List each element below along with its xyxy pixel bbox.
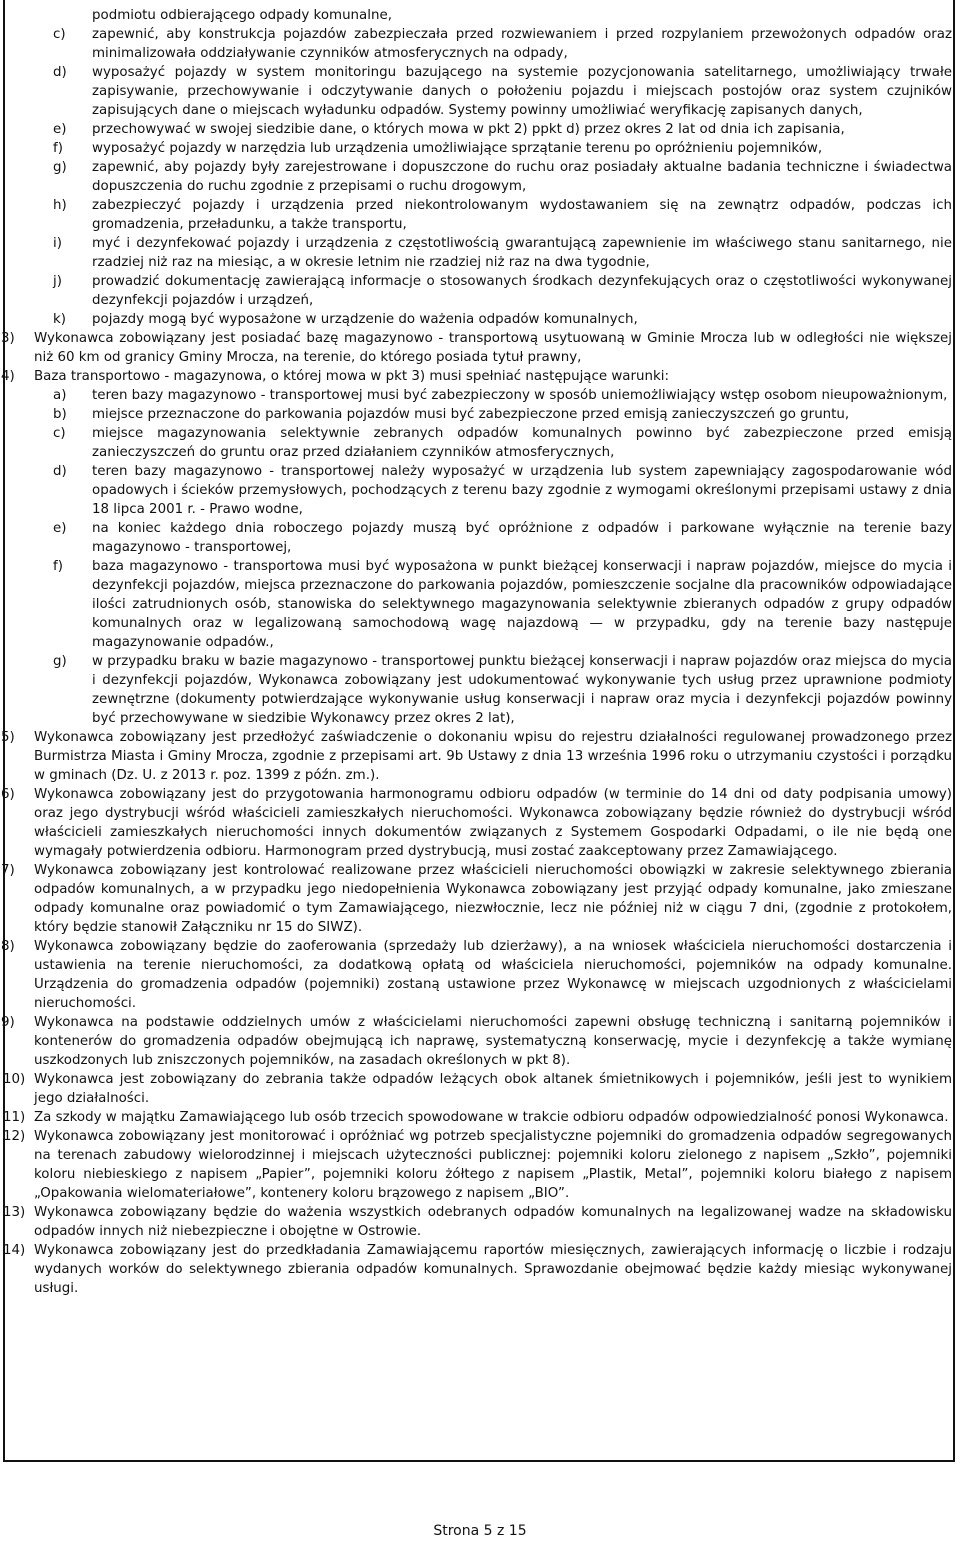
item-marker: 5) [1, 730, 15, 745]
item-marker: 9) [1, 1015, 15, 1030]
lettered-item [0, 652, 960, 728]
item-marker: g) [53, 160, 67, 175]
lettered-item [0, 25, 960, 63]
item-text: zapewnić, aby pojazdy były zarejestrowane i dopuszczone do ruchu oraz posiadały aktualne badania techniczne i świadectwa dopuszczenia do ruchu zgodnie z przepisami o ruchu drogowym, [92, 160, 952, 194]
numbered-item [0, 367, 960, 386]
numbered-item [0, 1127, 960, 1203]
item-text: Wykonawca na podstawie oddzielnych umów z właścicielami nieruchomości zapewni obsługę techniczną i sanitarną pojemników i kontenerów do gromadzenia odpadów obejmującą ich naprawę, systematyczną konserwację, mycie i dezynfekcję a także wymianę uszkodzonych lub zniszczonych pojemników, na zasadach określonych w pkt 8). [34, 1015, 952, 1068]
item-marker: 6) [1, 787, 15, 802]
item-text: Wykonawca zobowiązany będzie do ważenia wszystkich odebranych odpadów komunalnych na legalizowanej wadze na składowisku odpadów innych niż niebezpieczne i obojętne w Ostrowie. [34, 1205, 952, 1239]
numbered-item [0, 1108, 960, 1127]
item-text: Wykonawca zobowiązany jest posiadać bazę magazynowo - transportową usytuowaną w Gminie Mrocza lub w odległości nie większej niż 60 km od granicy Gminy Mrocza, na terenie, do którego posiada tytuł prawny, [34, 331, 952, 365]
item-marker: j) [53, 274, 62, 289]
item-text: Wykonawca zobowiązany jest do przedkładania Zamawiającemu raportów miesięcznych, zawierających informację o liczbie i rodzaju wydanych worków do selektywnego zbierania odpadów komunalnych. Sprawozdanie obejmować będzie każdy miesiąc wykonywanej usługi. [34, 1243, 952, 1296]
item-marker: g) [53, 654, 67, 669]
lettered-item [0, 557, 960, 652]
item-text: przechowywać w swojej siedzibie dane, o których mowa w pkt 2) ppkt d) przez okres 2 lat od dnia ich zapisania, [92, 122, 845, 137]
lettered-item [0, 158, 960, 196]
item-marker: 10) [3, 1072, 26, 1087]
item-marker: f) [53, 559, 63, 574]
lettered-item [0, 234, 960, 272]
item-marker: 8) [1, 939, 15, 954]
item-text: Baza transportowo - magazynowa, o której mowa w pkt 3) musi spełniać następujące warunki: [34, 369, 669, 384]
lettered-item [0, 462, 960, 519]
item-marker: 7) [1, 863, 15, 878]
item-text: Wykonawca zobowiązany jest do przygotowania harmonogramu odbioru odpadów (w terminie do 14 dni od daty podpisania umowy) oraz jego dystrybucji wśród właścicieli zamieszkałych nieruchomości. Wykonawca zobowiązany będzie również do dystrybucji wśród właścicieli zamieszkałych nieruchomości innych dokumentów związanych z Systemem Gospodarki Odpadami, o ile nie będą one wymagały potwierdzenia odbioru. Harmonogram przed dystrybucją, musi zostać zaakceptowany przez Zamawiającego. [34, 787, 952, 859]
item-text: prowadzić dokumentację zawierającą informacje o stosowanych środkach dezynfekujących oraz o częstotliwości wykonywanej dezynfekcji pojazdów i urządzeń, [92, 274, 952, 308]
item-text: w przypadku braku w bazie magazynowo - transportowej punktu bieżącej konserwacji i napraw pojazdów oraz miejsca do mycia i dezynfekcji pojazdów, Wykonawca zobowiązany jest udokumentować wykonywanie tych usług przez uprawnione podmioty zewnętrzne (dokumenty potwierdzające wykonywanie usług konserwacji i napraw oraz mycia i dezynfekcji pojazdów powinny być przechowywane w siedzibie Wykonawcy przez okres 2 lat), [92, 654, 952, 726]
item-text: Wykonawca zobowiązany jest przedłożyć zaświadczenie o dokonaniu wpisu do rejestru działalności regulowanej prowadzonego przez Burmistrza Miasta i Gminy Mrocza, zgodnie z przepisami art. 9b Ustawy z dnia 13 września 1996 roku o utrzymaniu czystości i porządku w gminach (Dz. U. z 2013 r. poz. 1399 z późn. zm.). [34, 730, 952, 783]
item-text: Wykonawca zobowiązany jest kontrolować realizowane przez właścicieli nieruchomości obowiązki w zakresie selektywnego zbierania odpadów komunalnych, a w przypadku jego niedopełnienia Wykonawca zobowiązany jest przyjąć odpady komunalne, jako zmieszane odpady komunalne oraz powiadomić o tym Zamawiającego, niezwłocznie, lecz nie później niż w ciągu 7 dni, (zgodnie z protokołem, który będzie stanowił Załączniku nr 15 do SIWZ). [34, 863, 952, 935]
lettered-item [0, 196, 960, 234]
item-marker: 13) [3, 1205, 26, 1220]
item-marker: i) [53, 236, 62, 251]
numbered-item [0, 937, 960, 1013]
numbered-item [0, 1070, 960, 1108]
lettered-item [0, 424, 960, 462]
item-marker: d) [53, 464, 67, 479]
item-marker: 14) [3, 1243, 26, 1258]
numbered-item [0, 728, 960, 785]
item-text: teren bazy magazynowo - transportowej należy wyposażyć w urządzenia lub system zapewniający zagospodarowanie wód opadowych i ścieków przemysłowych, pochodzących z terenu bazy zgodnie z wymogami określonymi przepisami ustawy z dnia 18 lipca 2001 r. - Prawo wodne, [92, 464, 952, 517]
item-marker: 4) [1, 369, 15, 384]
page-footer: Strona 5 z 15 [433, 1523, 527, 1539]
item-text: miejsce magazynowania selektywnie zebranych odpadów komunalnych powinno być zabezpieczone przed emisją zanieczyszczeń do gruntu oraz przed działaniem czynników atmosferycznych, [92, 426, 952, 460]
item-text: Wykonawca zobowiązany będzie do zaoferowania (sprzedaży lub dzierżawy), a na wniosek właściciela nieruchomości dostarczenia i ustawienia na terenie nieruchomości, za dodatkową opłatą od właściciela nieruchomości, pojemników na odpady komunalne. Urządzenia do gromadzenia odpadów (pojemniki) zostaną ustawione przez Wykonawcę w miejscach uzgodnionych z właścicielami nieruchomości. [34, 939, 952, 1011]
item-text: baza magazynowo - transportowa musi być wyposażona w punkt bieżącej konserwacji i napraw pojazdów, miejsce do mycia i dezynfekcji pojazdów, miejsca przeznaczone do parkowania pojazdów, pomieszczenie socjalne dla pracowników odpowiadające ilości zatrudnionych osób, stanowiska do selektywnego magazynowania selektywnie zbieranych odpadów z grupy odpadów komunalnych oraz w legalizowaną samochodową wagę najazdową — w przypadku, gdy na terenie bazy następuje magazynowanie odpadów., [92, 559, 952, 650]
lettered-item [0, 272, 960, 310]
item-marker: c) [53, 426, 66, 441]
item-marker: 11) [3, 1110, 26, 1125]
item-text: teren bazy magazynowo - transportowej musi być zabezpieczony w sposób uniemożliwiający wstęp osobom nieupoważnionym, [92, 388, 948, 403]
item-marker: e) [53, 521, 67, 536]
item-text: zapewnić, aby konstrukcja pojazdów zabezpieczała przed rozwiewaniem i przed rozpylaniem przewożonych odpadów oraz minimalizowała oddziaływanie czynników atmosferycznych na odpady, [92, 27, 952, 61]
numbered-item [0, 1013, 960, 1070]
item-text: na koniec każdego dnia roboczego pojazdy muszą być opróżnione z odpadów i parkowane wyłącznie na terenie bazy magazynowo - transportowej, [92, 521, 952, 555]
item-text: miejsce przeznaczone do parkowania pojazdów musi być zabezpieczone przed emisją zanieczyszczeń go gruntu, [92, 407, 850, 422]
item-text: Wykonawca zobowiązany jest monitorować i opróżniać wg potrzeb specjalistyczne pojemniki do gromadzenia odpadów segregowanych na terenach zabudowy wielorodzinnej i miejscach użyteczności publicznej: pojemniki koloru zielonego z napisem „Szkło”, pojemniki koloru niebieskiego z napisem „Papier”, pojemniki koloru żółtego z napisem „Plastik, Metal”, pojemniki koloru białego z napisem „Opakowania wielomateriałowe”, kontenery koloru brązowego z napisem „BIO”. [34, 1129, 952, 1201]
numbered-item [0, 785, 960, 861]
lettered-item [0, 63, 960, 120]
item-text: pojazdy mogą być wyposażone w urządzenie do ważenia odpadów komunalnych, [92, 312, 638, 327]
item-marker: 3) [1, 331, 15, 346]
numbered-item [0, 1241, 960, 1298]
item-marker: a) [53, 388, 67, 403]
item-marker: 12) [3, 1129, 26, 1144]
item-text: myć i dezynfekować pojazdy i urządzenia z częstotliwością gwarantującą zapewnienie im właściwego stanu sanitarnego, nie rzadziej niż raz na miesiąc, a w okresie letnim nie rzadziej niż raz na dwa tygodnie, [92, 236, 952, 270]
lettered-item [0, 386, 960, 405]
lettered-item [0, 519, 960, 557]
document-body [0, 6, 960, 1298]
item-text: wyposażyć pojazdy w system monitoringu bazującego na systemie pozycjonowania satelitarnego, umożliwiający trwałe zapisywanie, przechowywanie i odczytywanie danych o położeniu pojazdu i miejscach postojów oraz system czujników zapisujących dane o miejscach wyładunku odpadów. Systemy powinny umożliwiać weryfikację zapisanych danych, [92, 65, 952, 118]
lettered-item [0, 139, 960, 158]
item-text: podmiotu odbierającego odpady komunalne, [92, 8, 392, 23]
item-text: wyposażyć pojazdy w narzędzia lub urządzenia umożliwiające sprzątanie terenu po opróżnieniu pojemników, [92, 141, 823, 156]
lettered-item [0, 120, 960, 139]
lettered-item [0, 6, 960, 25]
lettered-item [0, 310, 960, 329]
item-marker: b) [53, 407, 67, 422]
numbered-item [0, 861, 960, 937]
item-text: zabezpieczyć pojazdy i urządzenia przed niekontrolowanym wydostawaniem się na zewnątrz odpadów, podczas ich gromadzenia, przeładunku, a także transportu, [92, 198, 952, 232]
item-marker: h) [53, 198, 67, 213]
lettered-item [0, 405, 960, 424]
item-text: Za szkody w majątku Zamawiającego lub osób trzecich spowodowane w trakcie odbioru odpadów odpowiedzialność ponosi Wykonawca. [34, 1110, 949, 1125]
numbered-item [0, 329, 960, 367]
item-marker: e) [53, 122, 67, 137]
numbered-item [0, 1203, 960, 1241]
item-marker: f) [53, 141, 63, 156]
item-marker: k) [53, 312, 66, 327]
item-text: Wykonawca jest zobowiązany do zebrania także odpadów leżących obok altanek śmietnikowych i pojemników, jeśli jest to wynikiem jego działalności. [34, 1072, 952, 1106]
item-marker: c) [53, 27, 66, 42]
item-marker: d) [53, 65, 67, 80]
